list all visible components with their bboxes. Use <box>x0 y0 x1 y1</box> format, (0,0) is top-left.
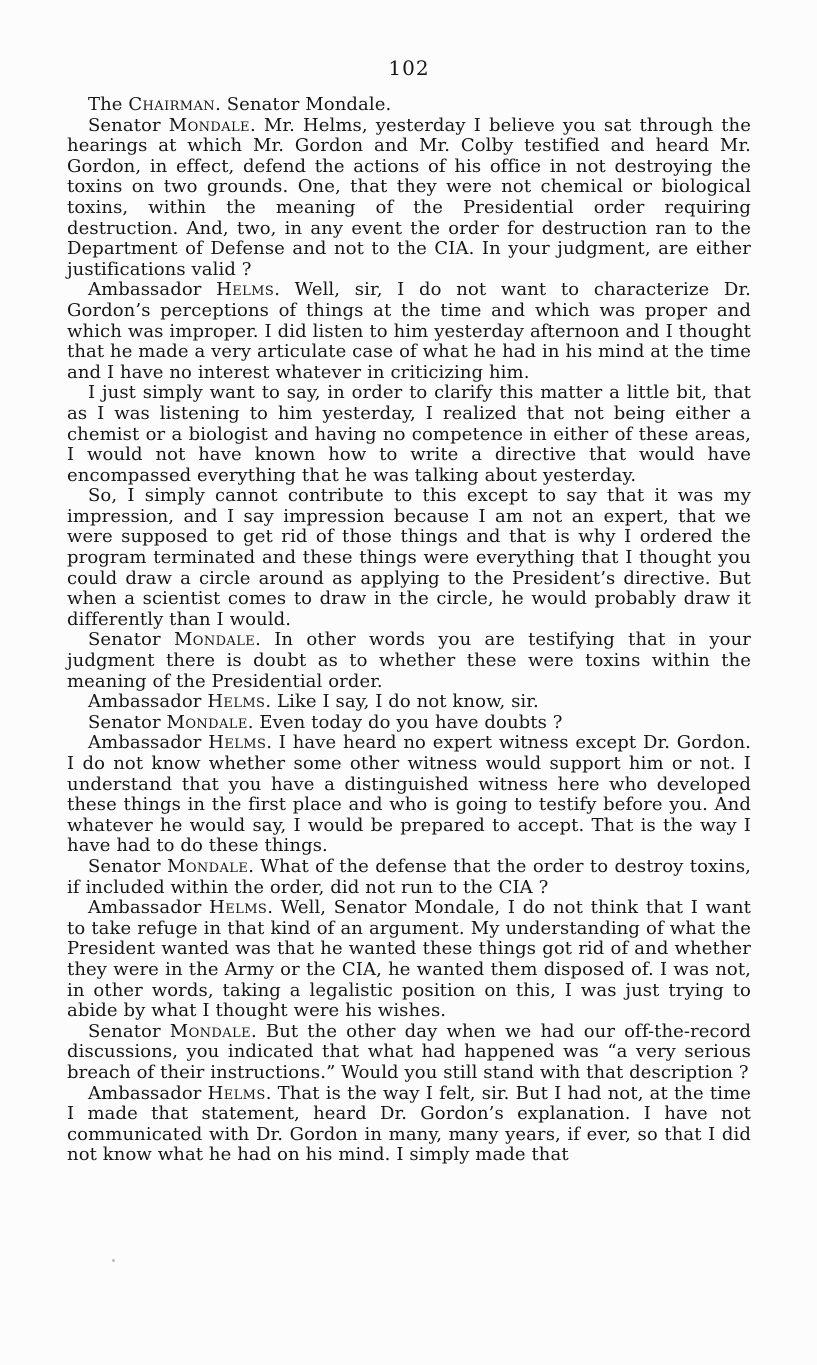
paragraph-text: . What of the defense that the order to destroy toxins, if included within the order, did not run to the CIA ? <box>67 855 751 898</box>
transcript-paragraph <box>67 95 751 116</box>
transcript-paragraph <box>67 116 751 281</box>
speaker-title: Senator <box>88 114 169 136</box>
speaker-name: Mondale <box>167 855 249 877</box>
transcript-paragraph <box>67 713 751 734</box>
paragraph-text: . In other words you are testifying that in your judgment there is doubt as to whether these were toxins within the meaning of the Presidential order. <box>67 629 751 692</box>
paragraph-text: . That is the way I felt, sir. But I had not, at the time I made that statement, heard Dr. Gordon’s explanation. I have not communicated with Dr. Gordon in many, many years, if ever, so that I did not know what he had on his mind. I simply made that <box>67 1082 751 1166</box>
transcript-paragraph <box>67 1022 751 1084</box>
speaker-name: Helms <box>208 732 267 754</box>
transcript-body <box>67 95 751 1166</box>
speaker-name: Mondale <box>169 1020 251 1042</box>
transcript-paragraph <box>67 733 751 857</box>
paragraph-text: . Mr. Helms, yesterday I believe you sat through the hearings at which Mr. Gordon and Mr. Colby testified and heard Mr. Gordon, in effect, defend the actions of his office in not destroying the toxins on two grounds. One, that they were not chemical or biological toxins, within the meaning of the Presidential order requiring destruction. And, two, in any event the order for destruction ran to the Department of Defense and not to the CIA. In your judgment, are either justifications valid ? <box>67 114 751 280</box>
paragraph-text: So, I simply cannot contribute to this except to say that it was my impression, and I say impression because I am not an expert, that we were supposed to get rid of those things and that is why I ordered the program terminated and these things were everything that I thought you could draw a circle around as applying to the President’s directive. But when a scientist comes to draw in the circle, he would probably draw it differently than I would. <box>67 485 751 630</box>
speaker-name: Mondale <box>173 629 256 651</box>
transcript-paragraph <box>67 692 751 713</box>
transcript-paragraph <box>67 857 751 898</box>
paragraph-text: . I have heard no expert witness except Dr. Gordon. I do not know whether some other witness would support him or not. I understand that you have a distinguished witness here who developed these things in the first place and who is going to testify before you. And whatever he would say, I would be prepared to accept. That is the way I have had to do these things. <box>67 732 751 857</box>
speaker-name: Helms <box>207 1082 266 1104</box>
paragraph-text: . Even today do you have doubts ? <box>247 711 563 733</box>
speaker-name: Mondale <box>168 114 250 136</box>
speaker-name: Helms <box>207 691 266 713</box>
speaker-title: Senator <box>88 855 168 877</box>
speaker-title: The <box>88 94 129 115</box>
transcript-paragraph <box>67 280 751 383</box>
speaker-title: Ambassador <box>88 279 217 301</box>
page-number: 102 <box>388 56 430 80</box>
paragraph-text: . Senator Mondale. <box>215 94 392 115</box>
speaker-title: Ambassador <box>88 732 209 754</box>
transcript-paragraph <box>67 486 751 630</box>
transcript-paragraph <box>67 383 751 486</box>
speaker-title: Ambassador <box>88 691 208 713</box>
speaker-title: Senator <box>88 711 167 733</box>
speaker-name: Mondale <box>166 711 248 733</box>
transcript-paragraph <box>67 1084 751 1166</box>
speaker-title: Senator <box>88 1020 170 1042</box>
speaker-title: Senator <box>88 629 174 651</box>
transcript-paragraph <box>67 630 751 692</box>
paragraph-text: . Well, sir, I do not want to characterize Dr. Gordon’s perceptions of things at the time and which was proper and which was improper. I did listen to him yesterday afternoon and I thought that he made a very articulate case of what he had in his mind at the time and I have no interest whatever in criticizing him. <box>67 279 751 383</box>
scan-artifact-dot <box>112 1259 115 1262</box>
paragraph-text: . Well, Senator Mondale, I do not think that I want to take refuge in that kind of an argument. My understanding of what the President wanted was that he wanted these things got rid of and whether they were in the Army or the CIA, he wanted them disposed of. I was not, in other words, taking a legalistic position on this, I was just trying to abide by what I thought were his wishes. <box>67 897 751 1022</box>
paragraph-text: I just simply want to say, in order to clarify this matter a little bit, that as I was listening to him yesterday, I realized that not being either a chemist or a biologist and having no competence in either of these areas, I would not have known how to write a directive that would have encompassed everything that he was talking about yesterday. <box>67 382 751 486</box>
speaker-name: Chairman <box>128 94 216 115</box>
speaker-name: Helms <box>216 279 275 301</box>
speaker-name: Helms <box>209 897 268 919</box>
transcript-paragraph <box>67 898 751 1022</box>
paragraph-text: . Like I say, I do not know, sir. <box>265 691 539 713</box>
speaker-title: Ambassador <box>88 1082 208 1104</box>
speaker-title: Ambassador <box>88 897 210 919</box>
paragraph-text: . But the other day when we had our off-the-record discussions, you indicated that what had happened was “a very serious breach of their instructions.” Would you still stand with that description ? <box>67 1020 751 1083</box>
